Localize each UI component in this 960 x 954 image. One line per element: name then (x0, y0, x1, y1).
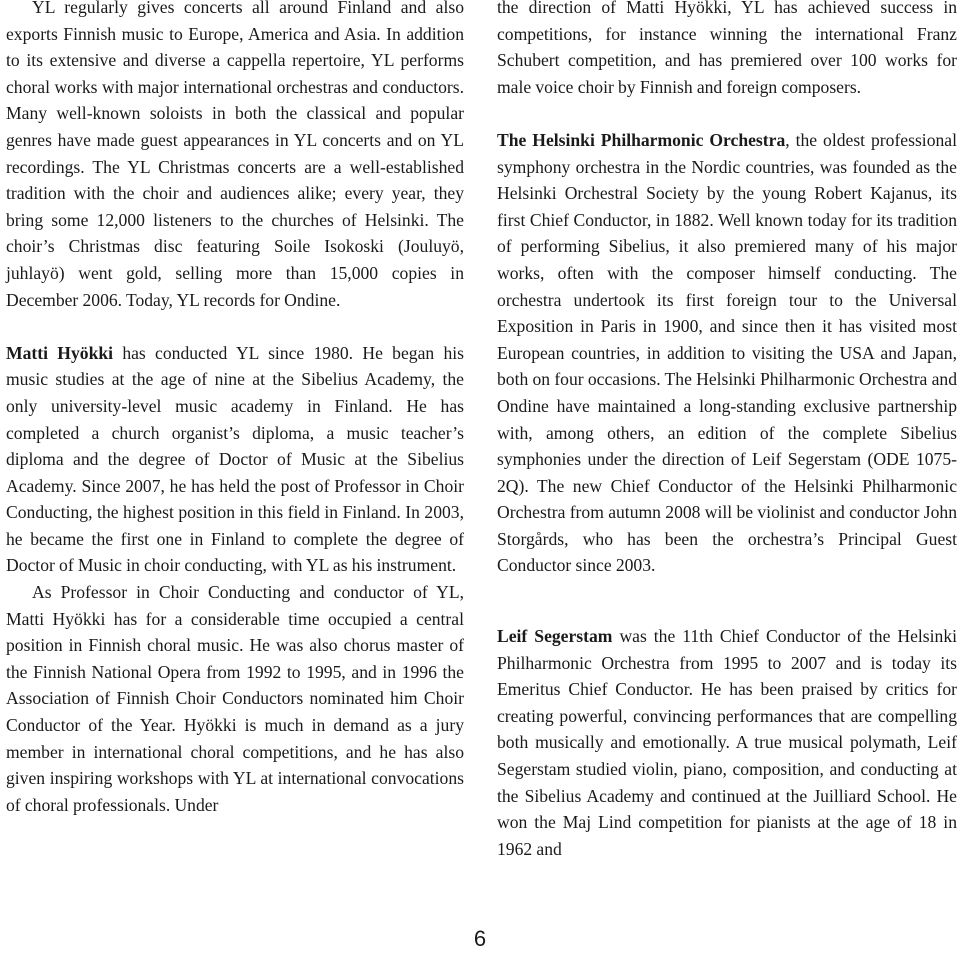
page-number: 6 (473, 926, 487, 951)
paragraph-helsinki-philharmonic-text: , the oldest professional symphony orchestra in the Nordic countries, was founded as the Helsinki Orchestral Society by the young Robert Kajanus, its first Chief Conductor, in 1882. Well known today for its tradition of performing Sibelius, it also premiered many of his major works, often with the composer himself conducting. The orchestra undertook its first foreign tour to the Universal Exposition in Paris in 1900, and since then it has visited most European countries, in addition to visiting the USA and Japan, both on four occasions. The Helsinki Philharmonic Orchestra and Ondine have maintained a long-standing exclusive partnership with, among others, an edition of the complete Sibelius symphonies under the direction of Leif Segerstam (ODE 1075-2Q). The new Chief Conductor of the Helsinki Philharmonic Orchestra from autumn 2008 will be violinist and conductor John Storgårds, who has been the orchestra’s Principal Guest Conductor since 2003. (497, 129, 957, 576)
paragraph-matti-hyokki-text: has conducted YL since 1980. He began his music studies at the age of nine at the Sibelius Academy, the only university-level music academy in Finland. He has completed a church organist’s diploma, a music teacher’s diploma and the degree of Doctor of Music at the Sibelius Academy. Since 2007, he has held the post of Professor in Choir Conducting, the highest position in this field in Finland. In 2003, he became the first one in Finland to complete the degree of Doctor of Music in choir conducting, with YL as his instrument. (6, 342, 464, 576)
paragraph-yl-concerts: YL regularly gives concerts all around Finland and also exports Finnish music to Europe, America and Asia. In addition to its extensive and diverse a cappella repertoire, YL performs choral works with major international orchestras and conductors. Many well-known soloists in both the classical and popular genres have made guest appearances in YL concerts and on YL recordings. The YL Christmas concerts are a well-established tradition with the choir and audiences alike; every year, they bring some 12,000 listeners to the churches of Helsinki. The choir’s Christmas disc featuring Soile Isokoski (Jouluyö, juhlayö) went gold, selling more than 15,000 copies in December 2006. Today, YL records for Ondine. (6, 0, 464, 310)
name-leif-segerstam: Leif Segerstam (497, 626, 613, 647)
paragraph-leif-segerstam (497, 623, 957, 862)
name-matti-hyokki: Matti Hyökki (6, 342, 114, 363)
paragraph-leif-segerstam-text: was the 11th Chief Conductor of the Helsinki Philharmonic Orchestra from 1995 to 2007 and is today its Emeritus Chief Conductor. He has been praised by critics for creating powerful, convincing performances that are compelling both musically and emotionally. A true musical polymath, Leif Segerstam studied violin, piano, composition, and conducting at the Sibelius Academy and continued at the Juilliard School. He won the Maj Lind competition for pianists at the age of 18 in 1962 and (497, 626, 958, 859)
paragraph-matti-hyokki (6, 340, 464, 579)
paragraph-helsinki-philharmonic (497, 127, 957, 579)
paragraph-choir-conducting: As Professor in Choir Conducting and conductor of YL, Matti Hyökki has for a considerable time occupied a central position in Finnish choral music. He was also chorus master of the Finnish National Opera from 1992 to 1995, and in 1996 the Association of Finnish Choir Conductors nominated him Choir Conductor of the Year. Hyökki is much in demand as a jury member in international choral competitions, and he has also given inspiring workshops with YL at international convocations of choral professionals. Under (6, 582, 464, 815)
name-helsinki-philharmonic: The Helsinki Philharmonic Orchestra (497, 129, 786, 150)
left-column (6, 0, 464, 818)
right-column (497, 0, 957, 862)
paragraph-yl-competitions: the direction of Matti Hyökki, YL has achieved success in competitions, for instance winning the international Franz Schubert competition, and has premiered over 100 works for male voice choir by Finnish and foreign composers. (497, 0, 957, 97)
